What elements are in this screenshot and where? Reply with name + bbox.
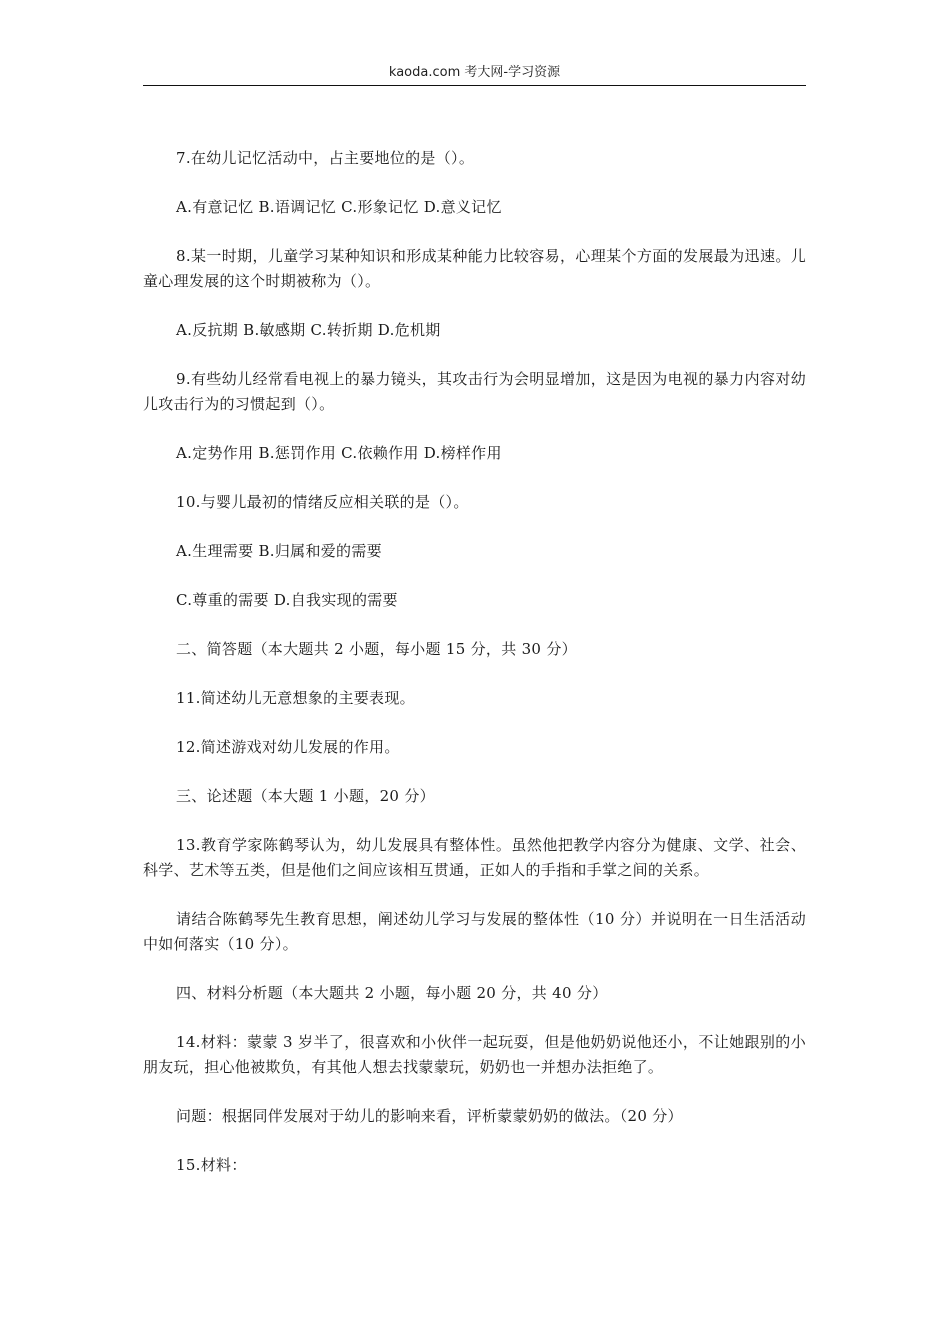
question-7-options: A.有意记忆 B.语调记忆 C.形象记忆 D.意义记忆: [176, 198, 502, 216]
question-13: 13.教育学家陈鹤琴认为，幼儿发展具有整体性。虽然他把教学内容分为健康、文学、社会、科学、艺术等五类，但是他们之间应该相互贯通，正如人的手指和手掌之间的关系。: [143, 836, 806, 879]
question-10-options-ab: A.生理需要 B.归属和爱的需要: [176, 542, 382, 560]
document-body: [143, 146, 806, 1202]
question-8: 8.某一时期，儿童学习某种知识和形成某种能力比较容易，心理某个方面的发展最为迅速。儿童心理发展的这个时期被称为（）。: [143, 247, 806, 290]
question-9: 9.有些幼儿经常看电视上的暴力镜头，其攻击行为会明显增加，这是因为电视的暴力内容对幼儿攻击行为的习惯起到（）。: [143, 370, 806, 413]
question-14-material: 14.材料：蒙蒙 3 岁半了，很喜欢和小伙伴一起玩耍，但是他奶奶说他还小，不让她跟别的小朋友玩，担心他被欺负，有其他人想去找蒙蒙玩，奶奶也一并想办法拒绝了。: [143, 1033, 806, 1076]
header-divider: [143, 85, 806, 86]
question-15-material: 15.材料：: [176, 1156, 247, 1174]
section-heading-material-analysis: 四、材料分析题（本大题共 2 小题，每小题 20 分，共 40 分）: [176, 984, 608, 1002]
question-7: 7.在幼儿记忆活动中，占主要地位的是（）。: [176, 149, 475, 167]
question-9-options: A.定势作用 B.惩罚作用 C.依赖作用 D.榜样作用: [176, 444, 502, 462]
section-heading-essay: 三、论述题（本大题 1 小题，20 分）: [176, 787, 435, 805]
question-14-task: 问题：根据同伴发展对于幼儿的影响来看，评析蒙蒙奶奶的做法。（20 分）: [176, 1107, 683, 1125]
question-10-options-cd: C.尊重的需要 D.自我实现的需要: [176, 591, 398, 609]
question-11: 11.简述幼儿无意想象的主要表现。: [176, 689, 415, 707]
question-13-task: 请结合陈鹤琴先生教育思想，阐述幼儿学习与发展的整体性（10 分）并说明在一日生活活动中如何落实（10 分）。: [143, 910, 806, 953]
question-10: 10.与婴儿最初的情绪反应相关联的是（）。: [176, 493, 469, 511]
page-header: kaoda.com 考大网-学习资源: [388, 65, 561, 80]
section-heading-short-answer: 二、简答题（本大题共 2 小题，每小题 15 分，共 30 分）: [176, 640, 577, 658]
question-12: 12.简述游戏对幼儿发展的作用。: [176, 738, 400, 756]
question-8-options: A.反抗期 B.敏感期 C.转折期 D.危机期: [176, 321, 441, 339]
